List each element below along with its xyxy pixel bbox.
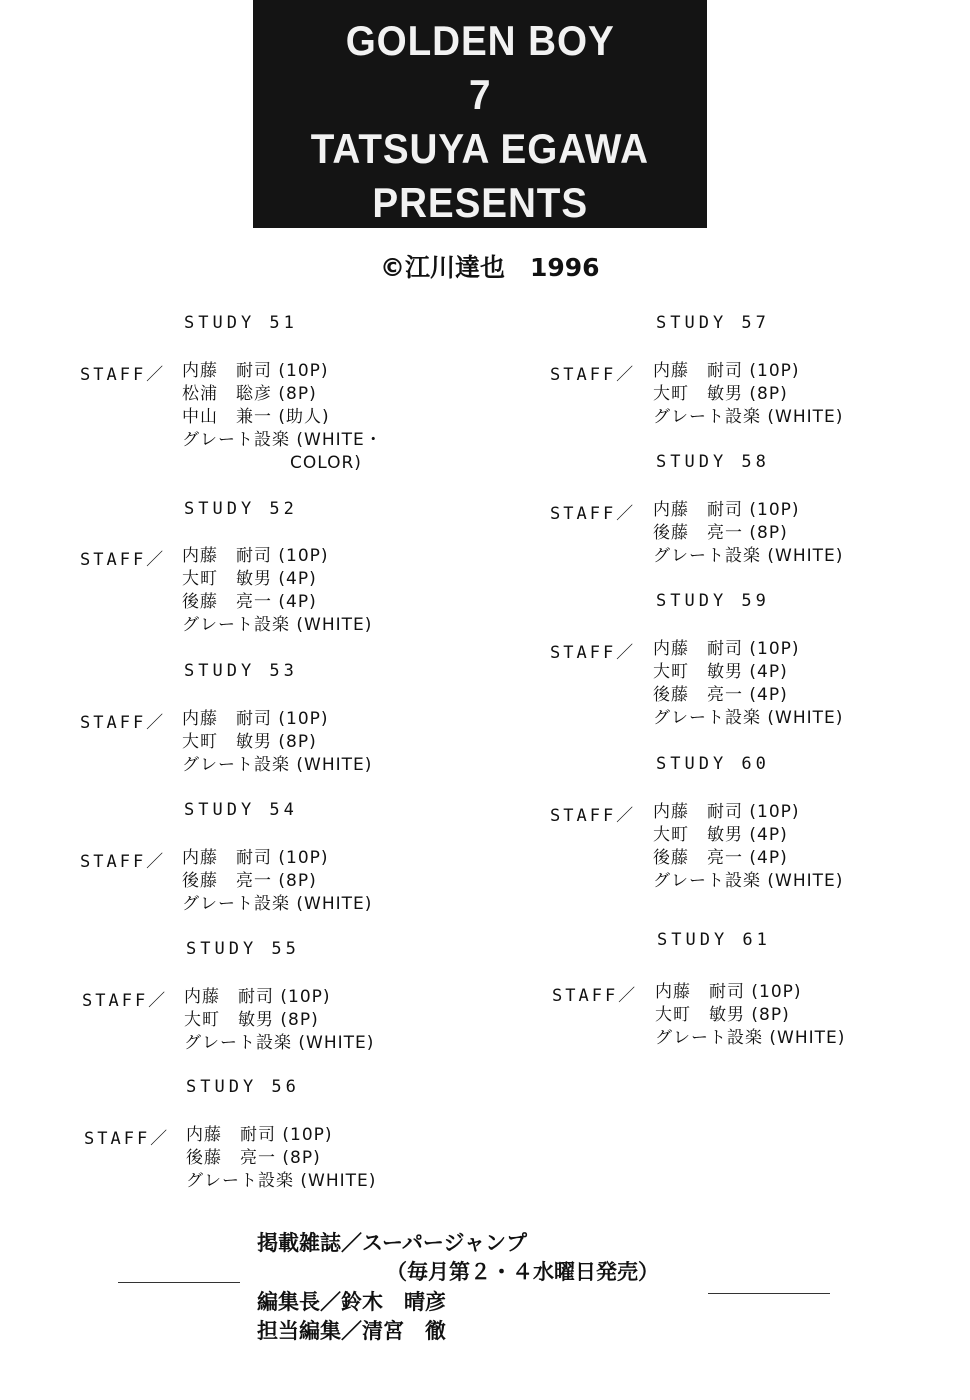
- study-heading: STUDY 56: [186, 1077, 300, 1097]
- staff-line: 大町 敏男 (8P): [184, 1010, 319, 1030]
- staff-prefix: STAFF／: [80, 365, 167, 385]
- staff-line: グレート設楽 (WHITE): [653, 708, 844, 728]
- staff-line: 松浦 聡彦 (8P): [182, 384, 317, 404]
- staff-line: 内藤 耐司 (10P): [182, 361, 329, 381]
- staff-prefix: STAFF／: [84, 1129, 171, 1149]
- title-line-3: TATSUYA EGAWA: [310, 125, 650, 172]
- study-heading: STUDY 60: [656, 754, 770, 774]
- study-heading: STUDY 61: [657, 930, 771, 950]
- staff-line: グレート設楽 (WHITE): [182, 615, 373, 635]
- study-heading: STUDY 58: [656, 452, 770, 472]
- staff-line: 中山 兼一 (助人): [182, 407, 330, 427]
- staff-line: グレート設楽 (WHITE): [653, 546, 844, 566]
- staff-line: 内藤 耐司 (10P): [182, 848, 329, 868]
- staff-prefix: STAFF／: [550, 504, 637, 524]
- staff-line: グレート設楽 (WHITE): [655, 1028, 846, 1048]
- staff-line: 大町 敏男 (4P): [653, 662, 788, 682]
- staff-line: 内藤 耐司 (10P): [653, 500, 800, 520]
- staff-prefix: STAFF／: [80, 852, 167, 872]
- study-heading: STUDY 59: [656, 591, 770, 611]
- staff-prefix: STAFF／: [552, 986, 639, 1006]
- staff-prefix: STAFF／: [550, 643, 637, 663]
- staff-line: 大町 敏男 (8P): [655, 1005, 790, 1025]
- staff-line: 内藤 耐司 (10P): [653, 802, 800, 822]
- staff-prefix: STAFF／: [550, 365, 637, 385]
- staff-line: 大町 敏男 (8P): [653, 384, 788, 404]
- staff-line: 後藤 亮一 (8P): [186, 1148, 321, 1168]
- editor-line: 担当編集／清宮 徹: [257, 1319, 446, 1343]
- staff-line: 内藤 耐司 (10P): [655, 982, 802, 1002]
- study-heading: STUDY 52: [184, 499, 298, 519]
- divider-rule-left: [118, 1282, 240, 1283]
- staff-line: 内藤 耐司 (10P): [653, 361, 800, 381]
- staff-line: 内藤 耐司 (10P): [182, 546, 329, 566]
- title-line-1: GOLDEN BOY: [345, 17, 615, 64]
- staff-line: 後藤 亮一 (4P): [653, 685, 788, 705]
- staff-line: 内藤 耐司 (10P): [653, 639, 800, 659]
- staff-line: グレート設楽 (WHITE): [182, 894, 373, 914]
- staff-line: 後藤 亮一 (8P): [653, 523, 788, 543]
- staff-line: 内藤 耐司 (10P): [182, 709, 329, 729]
- staff-line: 大町 敏男 (4P): [653, 825, 788, 845]
- staff-line: グレート設楽 (WHITE): [653, 407, 844, 427]
- staff-line: 内藤 耐司 (10P): [186, 1125, 333, 1145]
- divider-rule-right: [708, 1293, 830, 1294]
- staff-line: グレート設楽 (WHITE): [653, 871, 844, 891]
- staff-line: グレート設楽 (WHITE・: [182, 430, 383, 450]
- copyright-notice: ©江川達也 1996: [380, 253, 600, 282]
- study-heading: STUDY 53: [184, 661, 298, 681]
- study-heading: STUDY 57: [656, 313, 770, 333]
- title-block: [253, 0, 707, 228]
- study-heading: STUDY 55: [186, 939, 300, 959]
- magazine-line: 掲載雑誌／スーパージャンプ: [257, 1231, 528, 1255]
- staff-prefix: STAFF／: [80, 550, 167, 570]
- staff-line: グレート設楽 (WHITE): [182, 755, 373, 775]
- staff-line: COLOR): [182, 453, 362, 473]
- staff-line: グレート設楽 (WHITE): [186, 1171, 377, 1191]
- study-heading: STUDY 51: [184, 313, 298, 333]
- staff-line: 大町 敏男 (8P): [182, 732, 317, 752]
- staff-prefix: STAFF／: [550, 806, 637, 826]
- staff-prefix: STAFF／: [82, 991, 169, 1011]
- title-line-4: PRESENTS: [372, 179, 588, 226]
- staff-line: 大町 敏男 (4P): [182, 569, 317, 589]
- schedule-line: （毎月第２・４水曜日発売）: [386, 1260, 659, 1284]
- staff-line: 内藤 耐司 (10P): [184, 987, 331, 1007]
- title-line-2: 7: [468, 71, 492, 118]
- staff-line: 後藤 亮一 (4P): [182, 592, 317, 612]
- staff-line: 後藤 亮一 (8P): [182, 871, 317, 891]
- staff-line: 後藤 亮一 (4P): [653, 848, 788, 868]
- study-heading: STUDY 54: [184, 800, 298, 820]
- staff-line: グレート設楽 (WHITE): [184, 1033, 375, 1053]
- staff-prefix: STAFF／: [80, 713, 167, 733]
- editor-in-chief-line: 編集長／鈴木 晴彦: [257, 1290, 446, 1314]
